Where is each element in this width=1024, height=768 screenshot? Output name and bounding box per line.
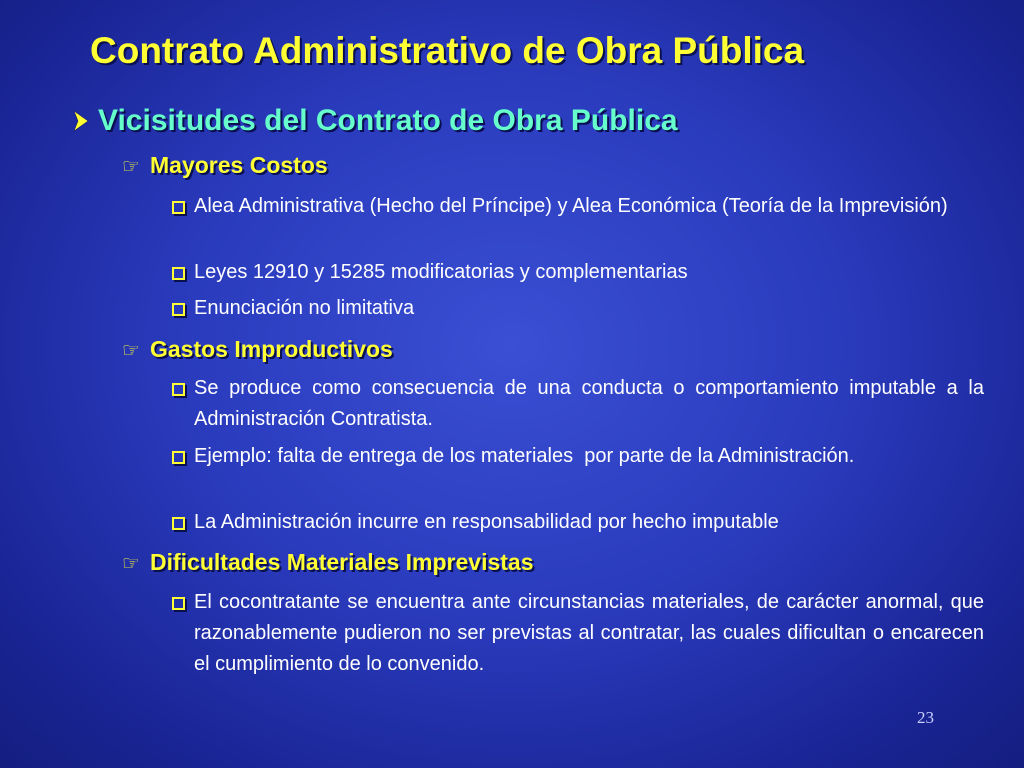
list-item-text: Se produce como consecuencia de una conducta o comportamiento imputable a la Administración Contratista. [194,377,984,430]
section-heading: Vicisitudes del Contrato de Obra Pública [98,104,678,137]
checkbox-bullet-icon [172,378,194,396]
list-item-text: Alea Administrativa (Hecho del Príncipe) y Alea Económica (Teoría de la Imprevisión) [194,195,948,217]
list-item-text: El cocontratante se encuentra ante circunstancias materiales, de carácter anormal, que razonablemente pudieron no ser previstas al contratar, las cuales dificultan o encarecen el cumplimiento de lo convenido. [194,591,984,675]
checkbox-bullet-icon [172,446,194,464]
list-item [172,512,984,538]
page-number: 23 [917,708,934,727]
list-item [172,298,984,324]
arrow-right-icon [72,110,98,132]
list-item-text: La Administración incurre en responsabilidad por hecho imputable [194,511,779,533]
list-item-text: Leyes 12910 y 15285 modificatorias y complementarias [194,261,688,283]
subsection-heading: Dificultades Materiales Imprevistas [150,549,534,575]
checkbox-bullet-icon [172,592,194,610]
pointing-hand-icon: ☞ [122,153,140,178]
subsection-heading-row [122,336,393,363]
checkbox-bullet-icon [172,196,194,214]
list-item-text: Enunciación no limitativa [194,297,415,319]
checkbox-bullet-icon [172,298,194,316]
pointing-hand-icon: ☞ [122,337,140,362]
checkbox-bullet-icon [172,262,194,280]
pointing-hand-icon: ☞ [122,550,140,575]
checkbox-bullet-icon [172,512,194,530]
subsection-heading: Mayores Costos [150,152,328,178]
subsection-heading: Gastos Improductivos [150,336,393,362]
list-item [172,592,984,680]
section-heading-row [72,104,678,138]
subsection-heading-row [122,152,328,179]
list-item [172,262,984,288]
list-item [172,446,984,472]
slide-title: Contrato Administrativo de Obra Pública [90,30,805,71]
subsection-heading-row [122,549,534,576]
list-item-text: Ejemplo: falta de entrega de los materiales por parte de la Administración. [194,445,855,467]
list-item [172,378,984,435]
list-item [172,196,984,222]
